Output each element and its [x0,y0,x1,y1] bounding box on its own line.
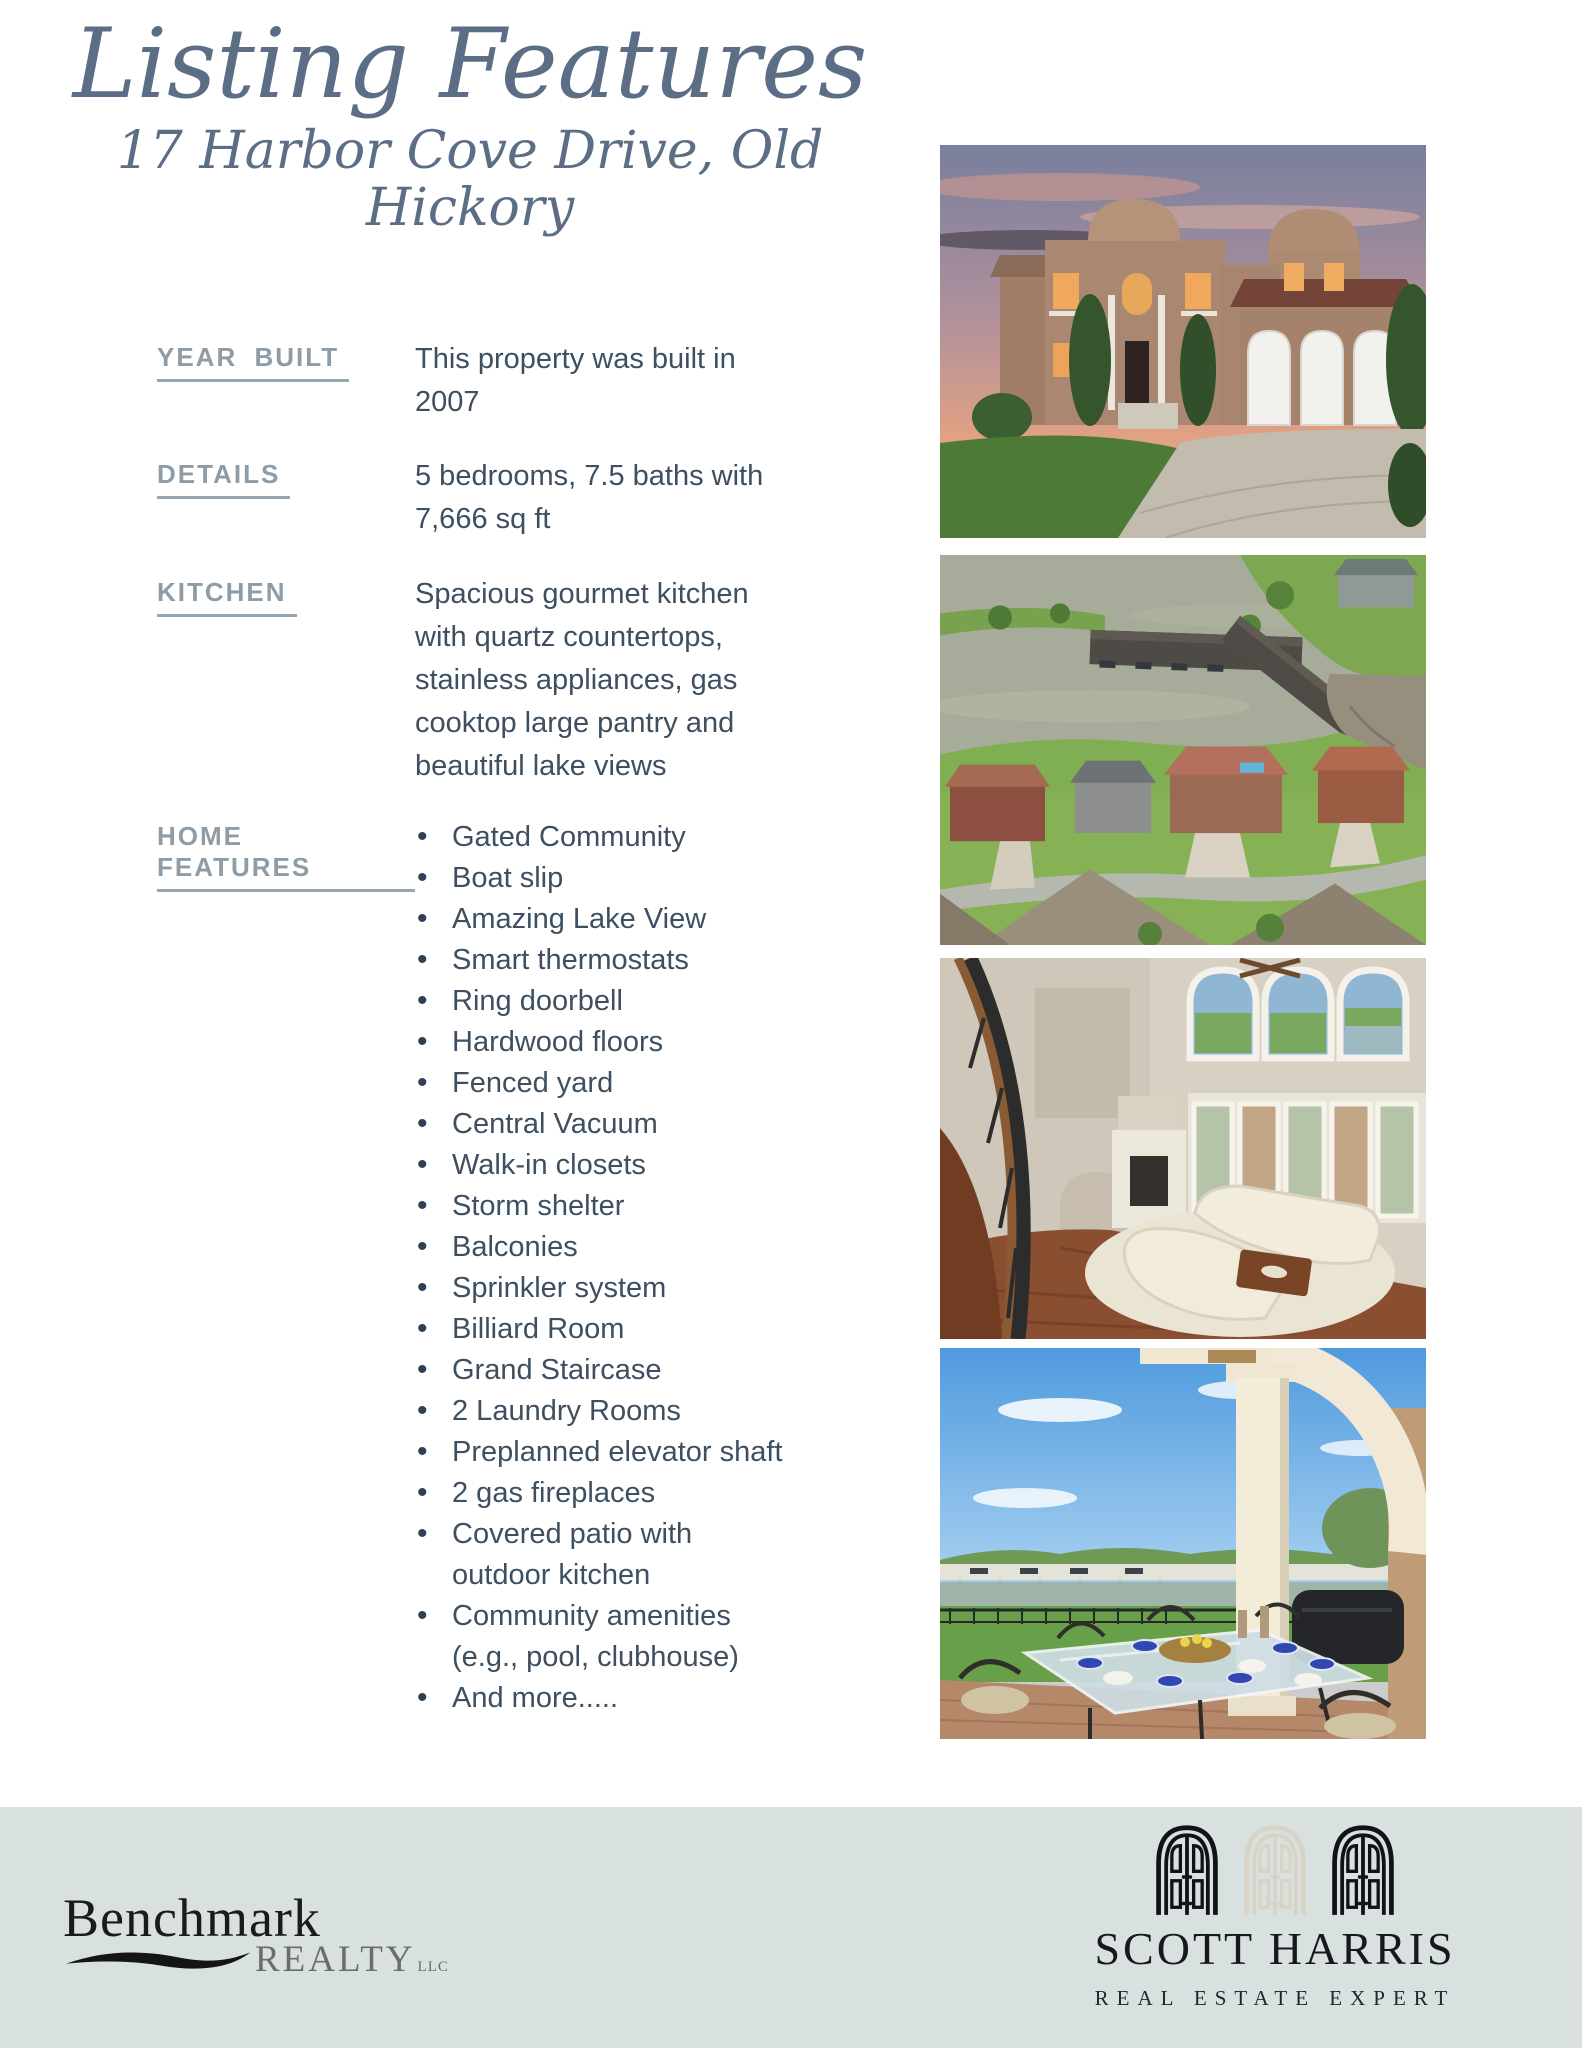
year-built-text: This property was built in 2007 [415,343,736,418]
footer-band [0,1807,1582,2048]
page-title: Listing Features [72,8,868,120]
photo-exterior-front-dusk [940,145,1426,538]
feature-item: • Grand Staircase [415,1350,787,1391]
feature-item: • Storm shelter [415,1186,787,1227]
llc-label: LLC [417,1959,449,1975]
year-built-label: YEAR BUILT [157,338,415,424]
door-icon-faded [1239,1819,1311,1916]
photo-interior-living-room [940,958,1426,1339]
kitchen-text: Spacious gourmet kitchen with quartz countertops, stainless appliances, gas cooktop large pantry and beautiful lake views [415,578,749,782]
door-icon [1151,1819,1223,1916]
home-features-label: HOME FEATURES [157,817,415,1719]
photo-column [940,145,1426,1739]
aerial-lake-community-illustration [940,555,1426,945]
feature-item: • Walk-in closets [415,1145,787,1186]
section-year-built [157,338,795,424]
feature-item: • Covered patio with outdoor kitchen [415,1514,787,1596]
header [40,8,900,238]
home-features-list [415,817,787,1719]
realty-wordmark: REALTY [255,1939,416,1980]
details-label: DETAILS [157,455,415,541]
interior-living-room-illustration [940,958,1426,1339]
feature-item: • Smart thermostats [415,940,787,981]
feature-item: • Ring doorbell [415,981,787,1022]
feature-item: • Hardwood floors [415,1022,787,1063]
scott-harris-logo [1085,1819,1465,2009]
door-icon [1327,1819,1399,1916]
feature-item: • 2 Laundry Rooms [415,1391,787,1432]
feature-item: • Fenced yard [415,1063,787,1104]
swoosh-graphic [63,1947,253,1973]
benchmark-realty-logo [63,1888,473,1980]
agent-tagline: REAL ESTATE EXPERT [1094,1986,1456,2010]
benchmark-wordmark: Benchmark [63,1888,321,1948]
exterior-front-dusk-illustration [940,145,1426,538]
feature-item: • Community amenities (e.g., pool, clubhouse) [415,1596,787,1678]
property-address: 17 Harbor Cove Drive, Old Hickory [116,120,824,238]
photo-aerial-lake-community [940,555,1426,945]
feature-item: • Central Vacuum [415,1104,787,1145]
section-details [157,455,795,541]
feature-item: • Billiard Room [415,1309,787,1350]
feature-item: • Boat slip [415,858,787,899]
feature-item: • Preplanned elevator shaft [415,1432,787,1473]
section-kitchen [157,573,795,788]
photo-covered-patio [940,1348,1426,1739]
covered-patio-illustration [940,1348,1426,1739]
door-icon-row [1085,1819,1465,1916]
feature-item: • Balconies [415,1227,787,1268]
kitchen-label: KITCHEN [157,573,415,788]
feature-item: • Amazing Lake View [415,899,787,940]
feature-item: • Sprinkler system [415,1268,787,1309]
section-home-features [157,817,787,1719]
feature-item: • Gated Community [415,817,787,858]
feature-item: • And more..... [415,1678,787,1719]
details-text: 5 bedrooms, 7.5 baths with 7,666 sq ft [415,460,764,535]
agent-name: SCOTT HARRIS [1094,1923,1456,1974]
feature-item: • 2 gas fireplaces [415,1473,787,1514]
